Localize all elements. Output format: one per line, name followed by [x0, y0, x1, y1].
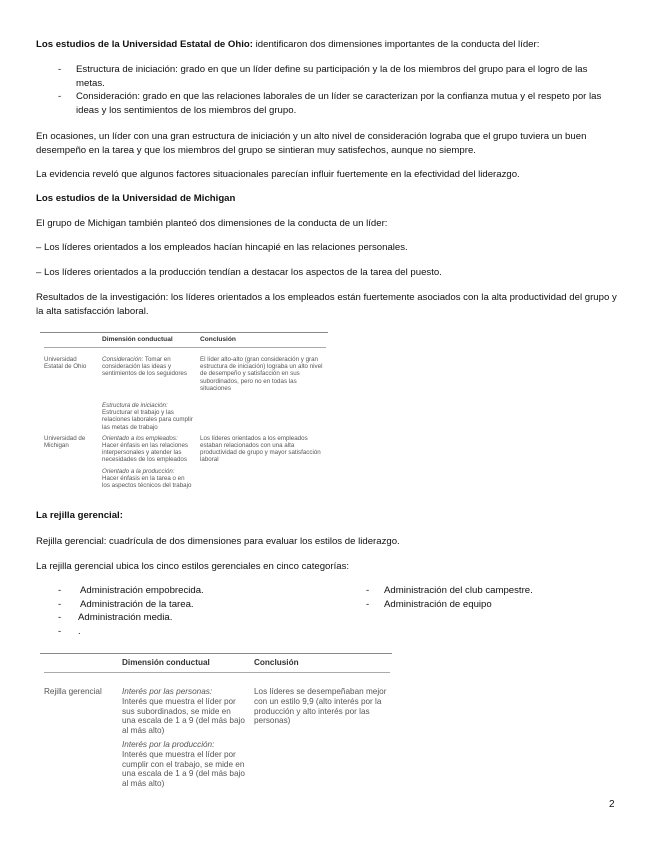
list-item: - Administración empobrecida. [58, 584, 298, 598]
row-label-ohio: Universidad Estatal de Ohio [44, 348, 102, 393]
list-item: - Consideración: grado en que las relaciones laborales de un líder se caracterizan por la confianza mutua y el respeto por las ideas y los sentimientos de los miembros del grupo. [58, 90, 603, 117]
table-cell [44, 392, 102, 431]
table-header-cell: Dimensión conductual [102, 336, 173, 343]
cell-title: Estructura de iniciación: [102, 402, 168, 410]
row-label-michigan: Universidad de Michigan [44, 434, 86, 450]
table-header-cell: Conclusión [254, 658, 299, 667]
table-row [44, 348, 326, 393]
ohio-intro [36, 38, 626, 52]
list-item: - Administración del club campestre. [366, 584, 606, 598]
list-item: - Administración de la tarea. [58, 598, 298, 612]
table-row [44, 392, 326, 431]
grid-heading: La rejilla gerencial: [36, 510, 123, 521]
cell-title: Interés por la producción: [122, 739, 215, 749]
grid-styles-right [366, 584, 606, 611]
row-label-grid: Rejilla gerencial [44, 673, 122, 789]
table-header-cell: Dimensión conductual [122, 658, 210, 667]
table-cell: Los líderes orientados a los empleados estaban relacionados con una alta productividad de grupo y mayor satisfacción laboral [200, 434, 321, 464]
paragraph-iniciacion: En ocasiones, un líder con una gran estructura de iniciación y un alto nivel de consideración lograba que el grupo tuviera un buen desempeño en la tarea y que los miembros del grupo se sintieran muy satisfechos, aunque no siempre. [36, 131, 587, 156]
table-header-row [44, 333, 326, 348]
table-cell [102, 348, 200, 393]
list-item: - Estructura de iniciación: grado en que un líder define su participación y la de los miembros del grupo para el logro de las metas. [58, 63, 603, 90]
managerial-grid-table [44, 654, 390, 789]
table-header-row [44, 654, 390, 673]
michigan-line-production: – Los líderes orientados a la producción tendían a destacar los aspectos de la tarea del puesto. [36, 267, 442, 278]
table-cell: El líder alto-alto (gran consideración y gran estructura de iniciación) lograba un alto nivel de desempeño y satisfacción en sus subordinados, pero no en todas las situaciones [200, 348, 326, 393]
table-cell [102, 431, 200, 464]
cell-title: Orientado a los empleados: [102, 434, 178, 442]
cell-title: Consideración: [102, 356, 144, 363]
table-cell: Los líderes se desempeñaban mejor con un estilo 9,9 (alto interés por la producción y alto interés por las personas) [254, 673, 390, 789]
cell-text: Estructurar el trabajo y las relaciones laborales para cumplir las metas de trabajo [102, 409, 193, 431]
list-item: - . [58, 625, 298, 639]
grid-definition: Rejilla gerencial: cuadrícula de dos dimensiones para evaluar los estilos de liderazgo. [36, 536, 400, 547]
table-header-cell [44, 333, 102, 348]
page-number: 2 [609, 799, 615, 810]
table-cell [122, 673, 254, 789]
grid-intro: La rejilla gerencial ubica los cinco estilos gerenciales en cinco categorías: [36, 561, 350, 572]
table-cell [200, 392, 326, 431]
table-cell [200, 464, 326, 490]
table-header-cell [44, 654, 122, 673]
cell-text: Interés que muestra el líder por cumplir con el trabajo, se mide en una escala de 1 a 9 (del más bajo al más alto) [122, 749, 245, 789]
table-cell [102, 392, 200, 431]
table-row [44, 431, 326, 464]
cell-title: Interés por las personas: [122, 687, 213, 696]
grid-styles-left [58, 584, 298, 638]
cell-title: Orientado a la producción: [102, 467, 175, 475]
table-cell [102, 464, 200, 490]
ohio-intro-text: identificaron dos dimensiones importantes de la conducta del líder: [252, 39, 540, 50]
list-item: - Administración de equipo [366, 598, 606, 612]
michigan-intro: El grupo de Michigan también planteó dos dimensiones de la conducta de un líder: [36, 218, 388, 229]
list-item: - Administración media. [58, 611, 298, 625]
table-row [44, 673, 390, 789]
table-cell [44, 464, 102, 490]
paragraph-evidencia: La evidencia reveló que algunos factores situacionales parecían influir fuertemente en la efectividad del liderazgo. [36, 169, 520, 180]
cell-text: Tomar en consideración las ideas y sentimientos de los seguidores [102, 356, 187, 378]
cell-text: Interés que muestra el líder por sus subordinados, se mide en una escala de 1 a 9 (del más bajo al más alto) [122, 696, 245, 736]
cell-text: Hacer énfasis en las relaciones interpersonales y atender las necesidades de los empleados [102, 442, 188, 464]
cell-text: Hacer énfasis en la tarea o en los aspectos técnicos del trabajo [102, 474, 192, 490]
michigan-line-employees: – Los líderes orientados a los empleados hacían hincapié en las relaciones personales. [36, 242, 408, 253]
leadership-table [44, 333, 326, 489]
ohio-heading: Los estudios de la Universidad Estatal de Ohio: [36, 39, 253, 50]
ohio-bullet-list [58, 63, 603, 117]
michigan-heading: Los estudios de la Universidad de Michigan [36, 193, 236, 204]
research-results: Resultados de la investigación: los líderes orientados a los empleados están fuertemente asociados con la alta productividad del grupo y la alta satisfacción laboral. [36, 292, 617, 317]
table-row [44, 464, 326, 490]
table-header-cell: Conclusión [200, 336, 236, 343]
